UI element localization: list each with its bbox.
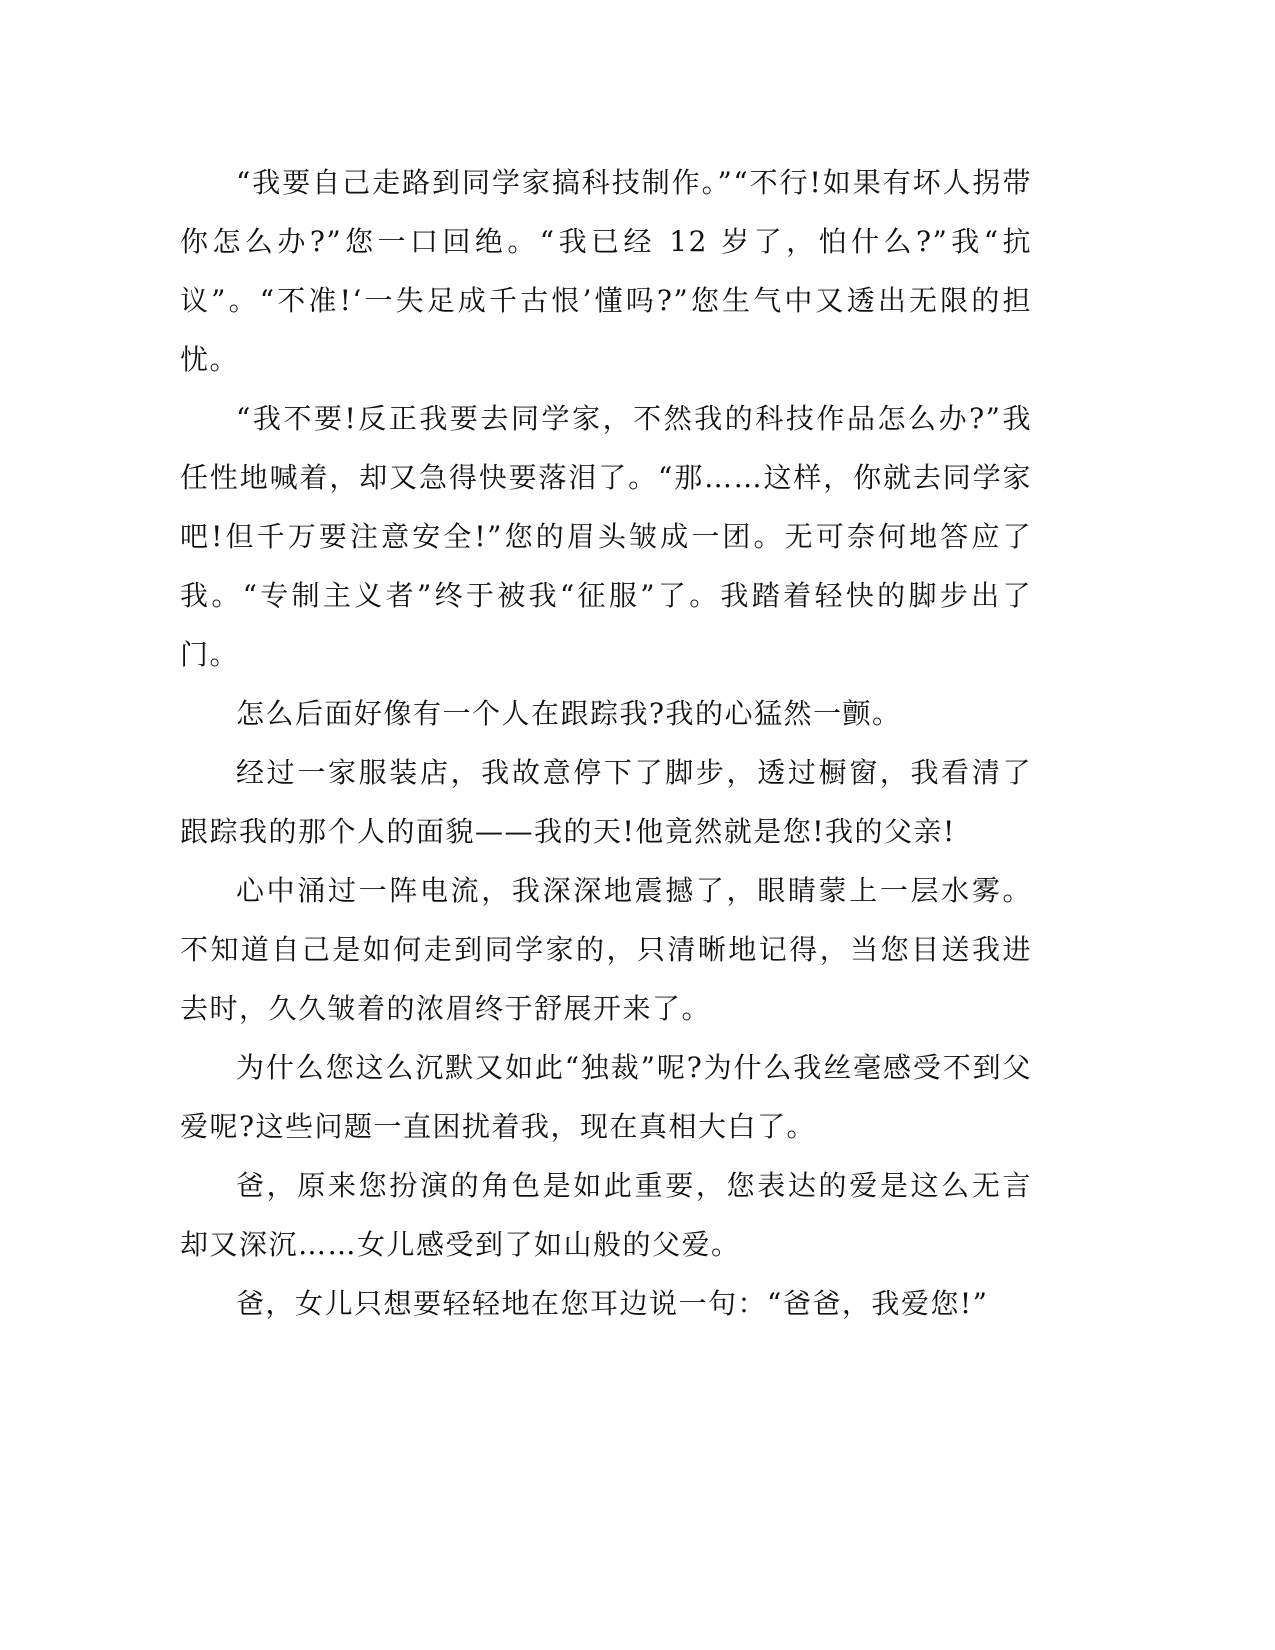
paragraph: 心中涌过一阵电流，我深深地震撼了，眼睛蒙上一层水雾。不知道自己是如何走到同学家的，只清晰地记得，当您目送我进去时，久久皱着的浓眉终于舒展开来了。 — [180, 874, 1032, 1025]
document-body — [180, 153, 1032, 1333]
paragraph: 怎么后面好像有一个人在跟踪我?我的心猛然一颤。 — [236, 697, 902, 730]
paragraph: 经过一家服装店，我故意停下了脚步，透过橱窗，我看清了跟踪我的那个人的面貌——我的天!他竟然就是您!我的父亲! — [180, 756, 1032, 848]
paragraph: 爸，原来您扮演的角色是如此重要，您表达的爱是这么无言却又深沉……女儿感受到了如山般的父爱。 — [180, 1169, 1032, 1261]
paragraph: 为什么您这么沉默又如此“独裁”呢?为什么我丝毫感受不到父爱呢?这些问题一直困扰着我，现在真相大白了。 — [180, 1051, 1032, 1143]
paragraph: 爸，女儿只想要轻轻地在您耳边说一句：“爸爸，我爱您!” — [236, 1287, 989, 1320]
paragraph: “我不要!反正我要去同学家，不然我的科技作品怎么办?”我任性地喊着，却又急得快要落泪了。“那……这样，你就去同学家吧!但千万要注意安全!”您的眉头皱成一团。无可奈何地答应了我。“专制主义者”终于被我“征服”了。我踏着轻快的脚步出了门。 — [180, 402, 1032, 671]
paragraph: “我要自己走路到同学家搞科技制作。”“不行!如果有坏人拐带你怎么办?”您一口回绝。“我已经 12 岁了，怕什么?”我“抗议”。“不准!‘一失足成千古恨’懂吗?”您生气中又透出无限的担忧。 — [180, 166, 1032, 376]
